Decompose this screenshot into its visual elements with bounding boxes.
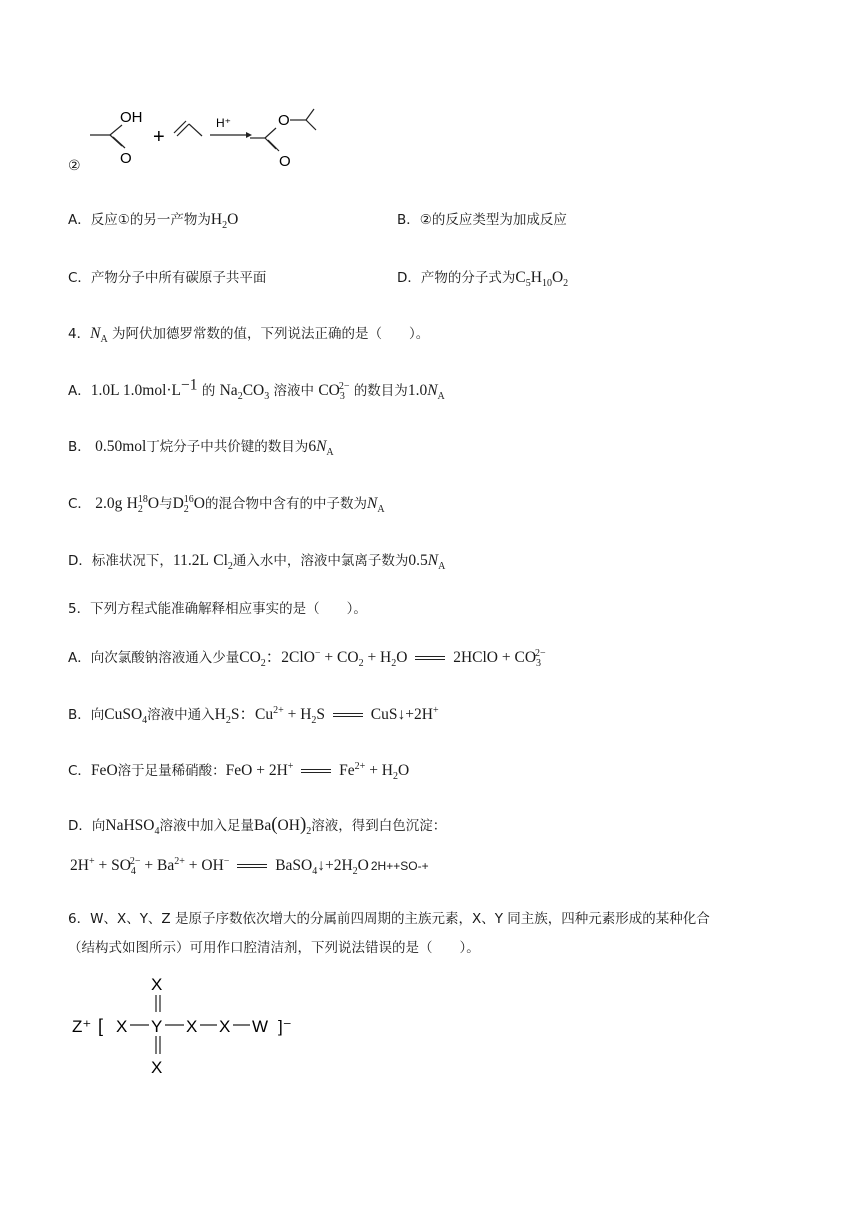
q3-option-c [68, 266, 266, 286]
q4-option-a-mid1: 的 [201, 383, 216, 399]
q3-option-b-label: B． [397, 212, 420, 228]
q3-option-c-label: C． [68, 270, 91, 286]
q3-option-a-text: 反应①的另一产物为 [90, 212, 211, 228]
q5-option-d-post: 溶液，得到白色沉淀： [311, 818, 447, 834]
ester-carbonyl-o-label: O [279, 153, 291, 170]
ester-o-label: O [278, 112, 290, 129]
q6-stem-line2: （结构式如图所示）可用作口腔清洁剂，下列说法错误的是（ ）。 [68, 940, 480, 956]
q6-line1: W、X、Y、Z 是原子序数依次增大的分属前四周期的主族元素，X、Y 同主族，四种元素形成的某种化合 [90, 911, 710, 927]
oh-label: OH [120, 109, 143, 126]
structure-y-center: Y [151, 1017, 163, 1036]
q5-option-c-label: C． [68, 763, 91, 779]
q5-option-b-equation: $H_2S$：$Cu^{2+} + H_2S$ CuS↓+2H+ [214, 704, 439, 727]
q4-option-b-na: $N_A$ [316, 438, 334, 459]
q4-option-a-label: A． [68, 383, 91, 399]
q5-option-c-feo: FeO [90, 762, 118, 779]
q4-option-c-label: C． [68, 496, 91, 512]
q5-option-a [68, 645, 546, 670]
q5-option-d-equation-formula: $2H^+ + SO_4^{2-} + Ba^{2+} + OH^-$ $BaSO_4↓+2H_2O$ [70, 855, 369, 878]
q3-option-d-formula: $C_5H_{10}O_2$ [515, 269, 569, 290]
q4-option-a: A．1.0L $1.0mol\cdot L^{-1}$ 的 $Na_2CO_3$ 溶液中 $CO_3^{2-}$ 的数目为$1.0N_A$ [68, 376, 445, 403]
catalyst-label: H⁺ [216, 116, 231, 130]
q4-option-d-mid: 通入水中，溶液中氯离子数为 [232, 553, 409, 569]
q3-option-a-formula: $H_2O$ [210, 211, 239, 232]
q6-stem-line1 [68, 907, 710, 927]
q6-structure-drawing [70, 970, 310, 1080]
q4-option-d-label: D． [68, 553, 92, 569]
q5-option-b-mid: 溶液中通入 [147, 707, 215, 723]
q5-option-a-label: A． [68, 650, 91, 666]
q4-option-a-na: $N_A$ [427, 382, 445, 403]
q5-option-b-cuso4: CuSO$_4$ [104, 706, 148, 727]
structure-x-bottom: X [151, 1058, 163, 1077]
q3-option-d [397, 266, 569, 290]
q5-option-d-stray-text: 2H++SO-+ [370, 859, 429, 873]
q4-option-b-label: B． [68, 439, 91, 455]
structure-x-2: X [186, 1017, 198, 1036]
q5-option-a-text: 向次氯酸钠溶液通入少量 [90, 650, 240, 666]
structure-x-3: X [219, 1017, 231, 1036]
q4-option-c-h2o18: $H_2^{18}O$ [126, 493, 160, 516]
reaction-scheme-drawing [60, 100, 360, 180]
q5-option-d-mid: 溶液中加入足量 [159, 818, 254, 834]
q3-option-c-text: 产物分子中所有碳原子共平面 [90, 270, 267, 286]
q4-option-c [68, 492, 385, 516]
q4-option-d-value: 0.5 [408, 552, 428, 569]
q4-option-a-carbonate: $CO_3^{2-}$ [318, 380, 350, 403]
q4-option-c-d2o16: $D_2^{16}O$ [172, 493, 205, 516]
q4-option-c-mid2: 的混合物中含有的中子数为 [204, 496, 367, 512]
reaction-scheme [60, 100, 360, 180]
q4-option-a-na2co3: $Na_2CO_3$ [219, 382, 270, 403]
q4-option-d-pre: 标准状况下， [91, 553, 173, 569]
q3-option-d-label: D． [397, 270, 421, 286]
q5-option-b-label: B． [68, 707, 91, 723]
q5-option-d-pre: 向 [91, 818, 106, 834]
q3-option-d-text: 产物的分子式为 [420, 270, 516, 286]
q4-option-d-volume: 11.2L [172, 552, 209, 569]
q4-number: 4． [68, 326, 91, 342]
structure-left-bracket: [ [98, 1016, 104, 1036]
q5-stem [68, 597, 367, 617]
q6-structure [70, 970, 310, 1080]
q5-option-d-baoh2: $Ba(OH)_2$ [254, 814, 312, 838]
q4-option-a-value: 1.0 [407, 382, 428, 399]
carbonyl-o-label: O [120, 150, 132, 167]
q5-option-c-mid: 溶于足量稀硝酸： [117, 763, 226, 779]
q4-option-c-mass: 2.0g [95, 495, 123, 512]
q3-option-a [68, 208, 239, 232]
q5-option-a-equation: $CO_2$：$2ClO^- + CO_2 + H_2O$ 2HClO + $CO_3^{2-}$ [239, 647, 546, 670]
q5-option-b [68, 702, 439, 727]
structure-x-left: X [116, 1017, 128, 1036]
plus-sign: + [153, 126, 165, 148]
q4-option-a-conc: 1.0L 1.0mol·L [90, 382, 182, 399]
q6-number: 6． [68, 911, 91, 927]
q4-option-a-mid3: 的数目为 [353, 383, 408, 399]
q4-stem [68, 322, 430, 346]
q4-option-b [68, 435, 334, 459]
q5-option-d [68, 814, 446, 836]
q4-avogadro-symbol: $N_A$ [90, 325, 108, 346]
reaction-marker: ② [68, 158, 81, 174]
q3-option-a-label: A． [68, 212, 91, 228]
q4-option-b-mid: 丁烷分子中共价键的数目为 [146, 439, 309, 455]
q5-option-d-label: D． [68, 818, 92, 834]
q5-option-d-nahso4: NaHSO$_4$ [105, 817, 160, 838]
q4-stem-text: 为阿伏加德罗常数的值，下列说法正确的是（ ）。 [111, 326, 430, 342]
q5-number: 5． [68, 601, 91, 617]
q4-option-c-na: $N_A$ [366, 495, 385, 516]
q4-option-b-value: 6 [308, 438, 317, 455]
structure-w: W [252, 1017, 269, 1036]
q4-option-a-mid2: 溶液中 [273, 383, 315, 399]
q3-option-b-text: ②的反应类型为加成反应 [419, 212, 567, 228]
q5-option-c-equation: FeO + 2H+ $Fe^{2+} + H_2O$ [225, 760, 410, 783]
q4-option-b-amount: 0.50mol [95, 438, 147, 455]
q5-option-b-pre: 向 [90, 707, 105, 723]
q5-option-d-equation [70, 855, 429, 878]
q5-option-c [68, 759, 410, 783]
structure-right-bracket-charge: ]⁻ [278, 1017, 292, 1036]
q5-stem-text: 下列方程式能准确解释相应事实的是（ ）。 [90, 601, 367, 617]
q4-option-d-cl2: $Cl_2$ [213, 552, 233, 573]
q4-option-d-na: $N_A$ [427, 552, 446, 573]
structure-cation: Z⁺ [72, 1017, 92, 1036]
q4-option-c-mid1: 与 [159, 496, 173, 512]
q4-option-d [68, 549, 446, 573]
structure-x-top: X [151, 975, 163, 994]
q3-option-b [397, 208, 567, 228]
